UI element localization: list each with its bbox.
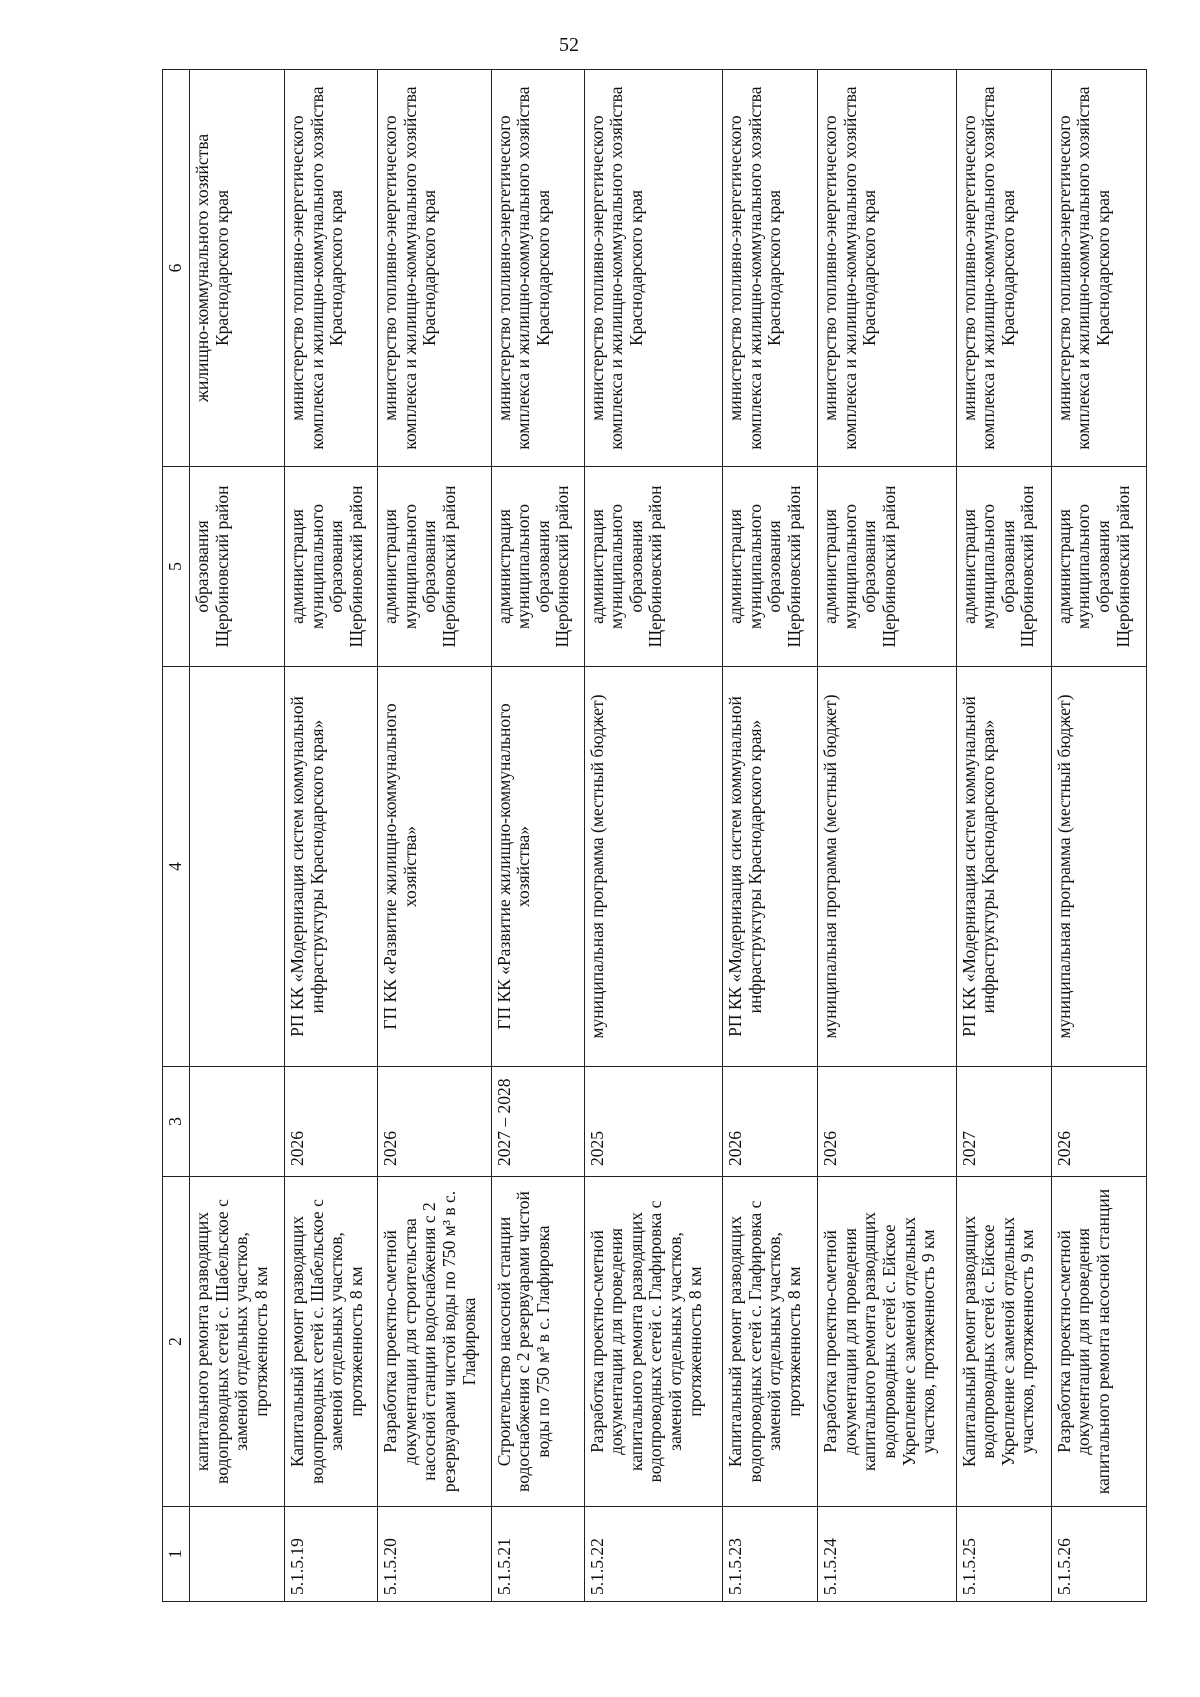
table-row <box>723 70 818 1602</box>
executor-cell: администрация муниципального образования Щербиновский район <box>723 467 818 667</box>
program-cell: муниципальная программа (местный бюджет) <box>818 667 956 1067</box>
executor-cell: администрация муниципального образования Щербиновский район <box>956 467 1051 667</box>
executor-cell: образования Щербиновский район <box>190 467 285 667</box>
ministry-cell: министерство топливно-энергетического комплекса и жилищно-коммунального хозяйства Краснодарского края <box>723 70 818 467</box>
table-row <box>1051 70 1146 1602</box>
measure-name-cell: Разработка проектно-сметной документации для проведения капитального ремонта разводящих водопроводных сетей с. Ейское Укрепление с заменой отдельных участков, протяженность 9 км <box>818 1177 956 1507</box>
year-cell: 2026 <box>285 1067 378 1177</box>
program-cell <box>190 667 285 1067</box>
program-cell: муниципальная программа (местный бюджет) <box>584 667 722 1067</box>
column-header: 4 <box>163 667 190 1067</box>
row-number-cell: 5.1.5.26 <box>1051 1507 1146 1602</box>
executor-cell: администрация муниципального образования Щербиновский район <box>491 467 584 667</box>
table-row <box>491 70 584 1602</box>
measure-name-cell: Разработка проектно-сметной документации для проведения капитального ремонта разводящих водопроводных сетей с. Глафировка с заменой отдельных участков, протяженность 8 км <box>584 1177 722 1507</box>
measure-name-cell: Капитальный ремонт разводящих водопроводных сетей с. Глафировка с заменой отдельных участков, протяженность 8 км <box>723 1177 818 1507</box>
ministry-cell: жилищно-коммунального хозяйства Краснодарского края <box>190 70 285 467</box>
table-row <box>378 70 492 1602</box>
measure-name-cell: Капитальный ремонт разводящих водопроводных сетей с. Ейское Укрепление с заменой отдельных участков, протяженность 9 км <box>956 1177 1051 1507</box>
program-cell: РП КК «Модернизация систем коммунальной инфраструктуры Краснодарского края» <box>723 667 818 1067</box>
program-cell: РП КК «Модернизация систем коммунальной инфраструктуры Краснодарского края» <box>956 667 1051 1067</box>
year-cell <box>190 1067 285 1177</box>
measure-name-cell: Строительство насосной станции водоснабжения с 2 резервуарами чистой воды по 750 м³ в с. Глафировка <box>491 1177 584 1507</box>
row-number-cell: 5.1.5.21 <box>491 1507 584 1602</box>
row-number-cell: 5.1.5.25 <box>956 1507 1051 1602</box>
rotated-table-container <box>162 70 1147 1602</box>
year-cell: 2026 <box>818 1067 956 1177</box>
executor-cell: администрация муниципального образования Щербиновский район <box>818 467 956 667</box>
measures-table <box>162 69 1147 1602</box>
measure-name-cell: Разработка проектно-сметной документации для проведения капитального ремонта насосной станции <box>1051 1177 1146 1507</box>
year-cell: 2027 – 2028 <box>491 1067 584 1177</box>
table-row <box>584 70 722 1602</box>
program-cell: РП КК «Модернизация систем коммунальной инфраструктуры Краснодарского края» <box>285 667 378 1067</box>
column-header: 6 <box>163 70 190 467</box>
table-row <box>285 70 378 1602</box>
row-number-cell: 5.1.5.19 <box>285 1507 378 1602</box>
row-number-cell <box>190 1507 285 1602</box>
executor-cell: администрация муниципального образования Щербиновский район <box>1051 467 1146 667</box>
program-cell: ГП КК «Развитие жилищно-коммунального хозяйства» <box>491 667 584 1067</box>
ministry-cell: министерство топливно-энергетического комплекса и жилищно-коммунального хозяйства Краснодарского края <box>818 70 956 467</box>
table-header-row <box>163 70 190 1602</box>
executor-cell: администрация муниципального образования Щербиновский район <box>378 467 492 667</box>
program-cell: муниципальная программа (местный бюджет) <box>1051 667 1146 1067</box>
table-row <box>818 70 956 1602</box>
year-cell: 2026 <box>1051 1067 1146 1177</box>
year-cell: 2026 <box>378 1067 492 1177</box>
program-cell: ГП КК «Развитие жилищно-коммунального хозяйства» <box>378 667 492 1067</box>
ministry-cell: министерство топливно-энергетического комплекса и жилищно-коммунального хозяйства Краснодарского края <box>1051 70 1146 467</box>
year-cell: 2026 <box>723 1067 818 1177</box>
page-number: 52 <box>559 34 579 56</box>
measure-name-cell: капитального ремонта разводящих водопроводных сетей с. Шабельское с заменой отдельных участков, протяженность 8 км <box>190 1177 285 1507</box>
ministry-cell: министерство топливно-энергетического комплекса и жилищно-коммунального хозяйства Краснодарского края <box>491 70 584 467</box>
column-header: 2 <box>163 1177 190 1507</box>
ministry-cell: министерство топливно-энергетического комплекса и жилищно-коммунального хозяйства Краснодарского края <box>378 70 492 467</box>
executor-cell: администрация муниципального образования Щербиновский район <box>584 467 722 667</box>
ministry-cell: министерство топливно-энергетического комплекса и жилищно-коммунального хозяйства Краснодарского края <box>584 70 722 467</box>
column-header: 5 <box>163 467 190 667</box>
row-number-cell: 5.1.5.22 <box>584 1507 722 1602</box>
row-number-cell: 5.1.5.24 <box>818 1507 956 1602</box>
executor-cell: администрация муниципального образования Щербиновский район <box>285 467 378 667</box>
measure-name-cell: Капитальный ремонт разводящих водопроводных сетей с. Шабельское с заменой отдельных участков, протяженность 8 км <box>285 1177 378 1507</box>
measure-name-cell: Разработка проектно-сметной документации для строительства насосной станции водоснабжения с 2 резервуарами чистой воды по 750 м³ в с. Глафировка <box>378 1177 492 1507</box>
column-header: 3 <box>163 1067 190 1177</box>
year-cell: 2025 <box>584 1067 722 1177</box>
year-cell: 2027 <box>956 1067 1051 1177</box>
table-row <box>956 70 1051 1602</box>
ministry-cell: министерство топливно-энергетического комплекса и жилищно-коммунального хозяйства Краснодарского края <box>285 70 378 467</box>
row-number-cell: 5.1.5.20 <box>378 1507 492 1602</box>
ministry-cell: министерство топливно-энергетического комплекса и жилищно-коммунального хозяйства Краснодарского края <box>956 70 1051 467</box>
table-row <box>190 70 285 1602</box>
column-header: 1 <box>163 1507 190 1602</box>
row-number-cell: 5.1.5.23 <box>723 1507 818 1602</box>
